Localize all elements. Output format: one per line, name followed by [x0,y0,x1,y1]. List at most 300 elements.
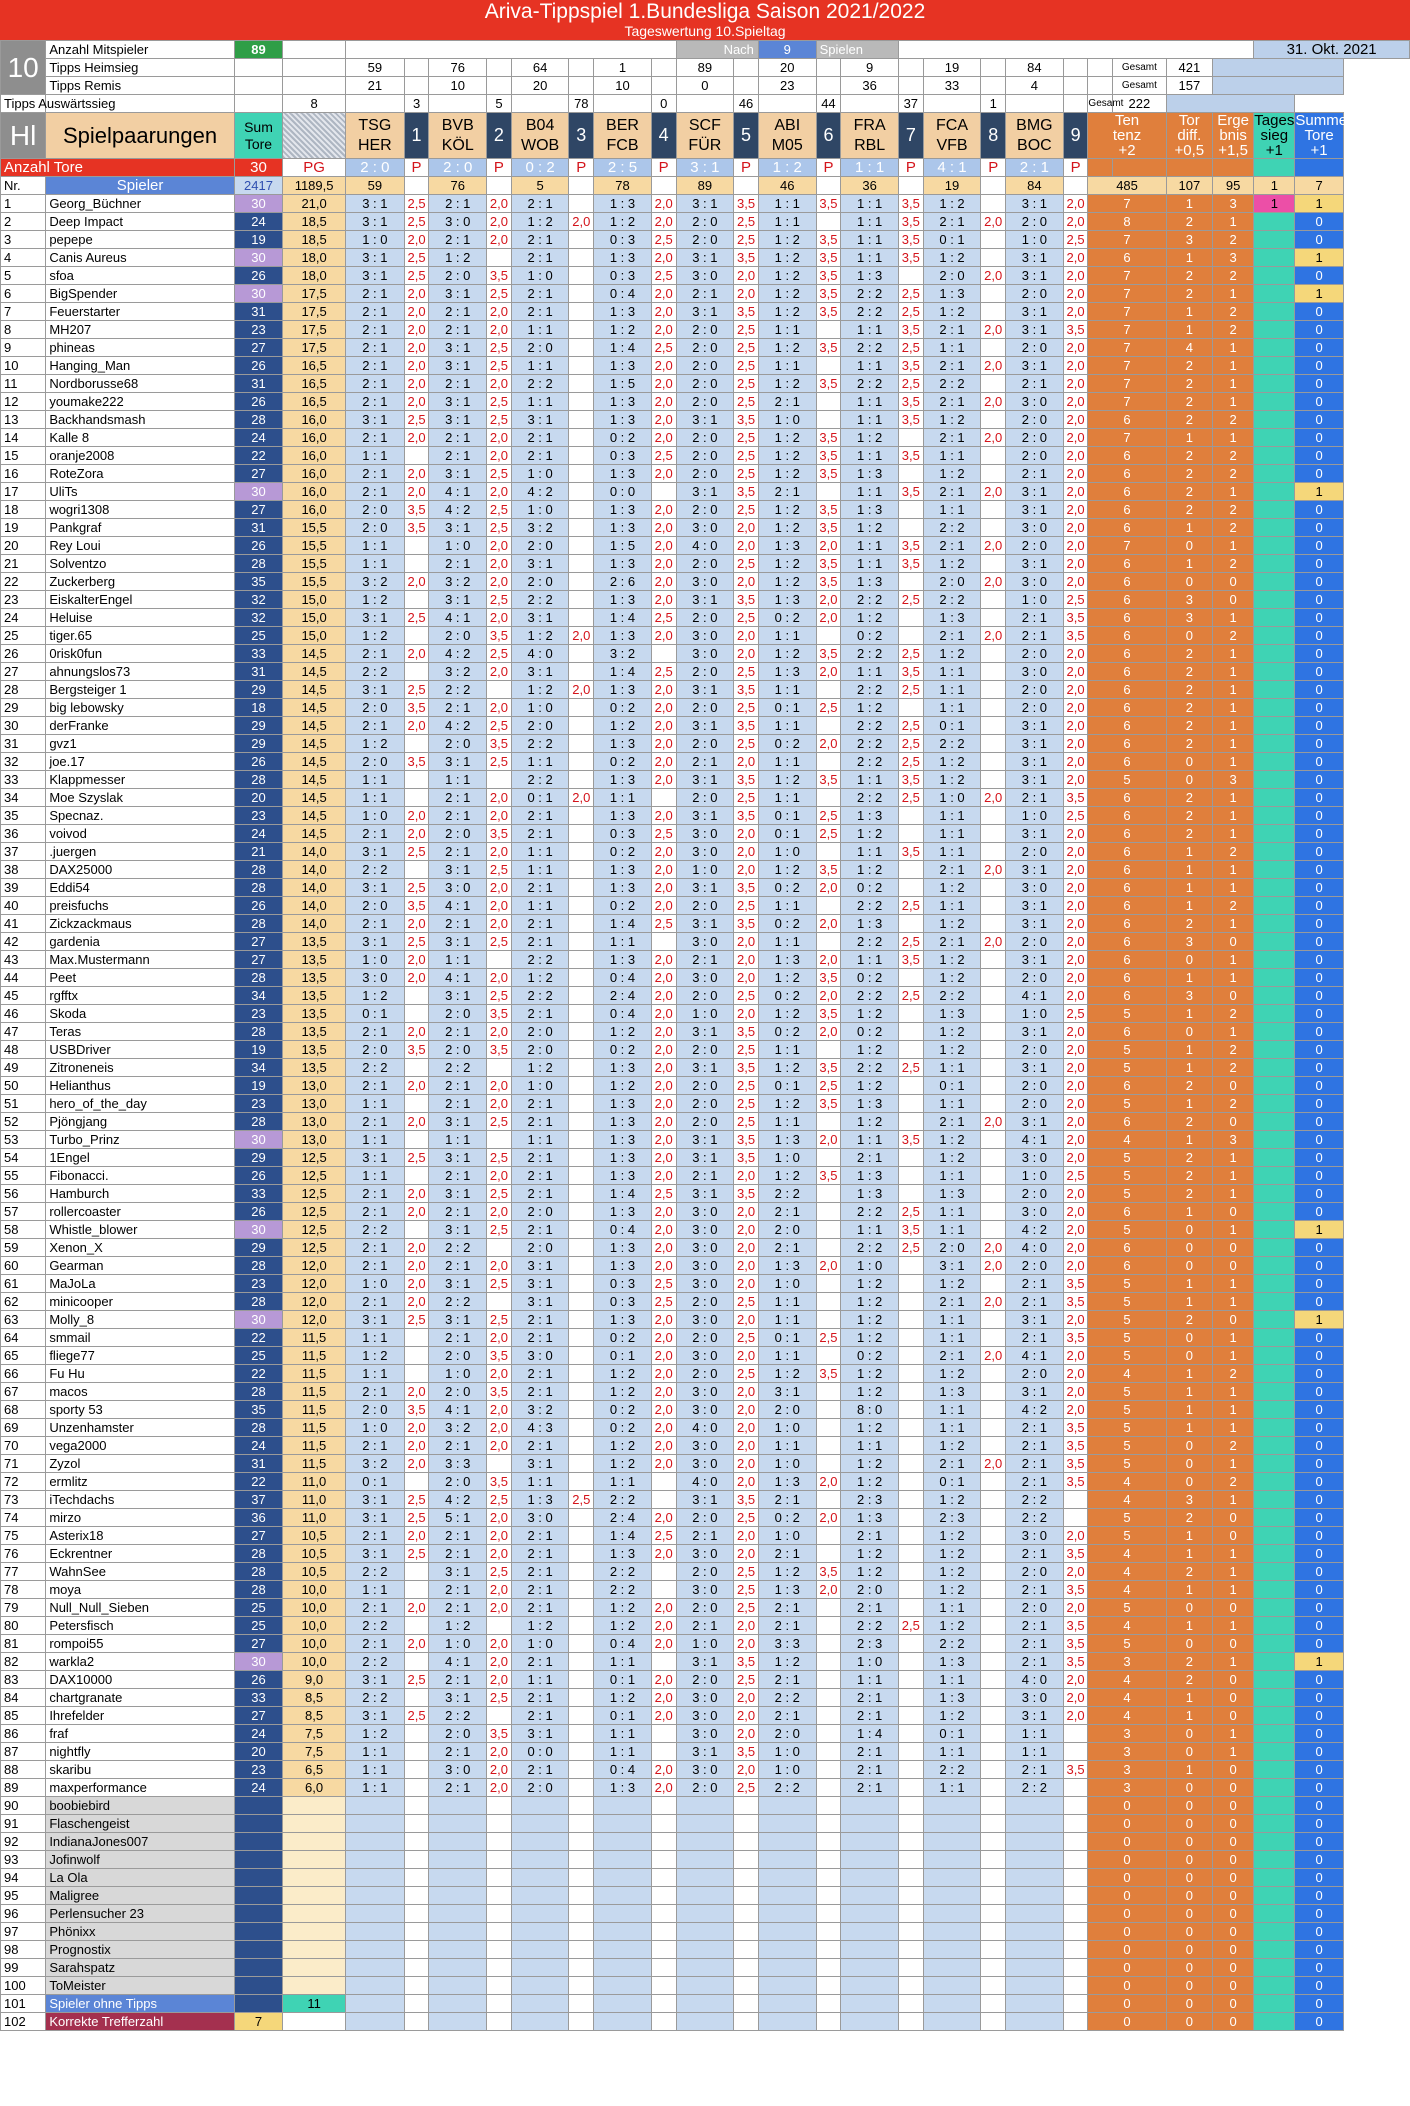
player-tip: 2 : 2 [841,717,899,735]
player-tendenz: 6 [1088,1023,1166,1041]
player-tip: 2 : 1 [511,1185,569,1203]
player-tip: 1 : 1 [346,1365,405,1383]
away-team: BOC [1017,136,1052,154]
player-name: Eckrentner [46,1545,234,1563]
player-tip-points: 3,5 [1063,321,1088,339]
player-tip: 2 : 1 [1006,1545,1064,1563]
player-tip-points [569,1059,594,1077]
player-tendenz: 6 [1088,627,1166,645]
player-tendenz: 4 [1088,1473,1166,1491]
player-name: gvz1 [46,735,234,753]
player-row [1,519,1410,537]
score-header-line: sieg [1260,127,1289,144]
player-summe-tore: 0 [1295,1113,1343,1131]
player-tip: 2 : 0 [346,699,405,717]
player-tip-points: 2,0 [734,1311,759,1329]
player-tip: 1 : 3 [923,1689,981,1707]
match-total: 59 [346,177,405,195]
player-tagessieg [1254,1635,1295,1653]
player-tip: 1 : 2 [841,1473,899,1491]
player-tip-points [404,1581,429,1599]
player-points [283,1851,346,1869]
player-tip: 1 : 3 [758,663,816,681]
player-tip-points: 2,5 [816,807,841,825]
player-tendenz: 0 [1088,1797,1166,1815]
player-tip-points [981,1203,1006,1221]
away-team: M05 [771,136,803,154]
player-tip: 1 : 1 [758,1293,816,1311]
player-tip-points: 3,5 [734,807,759,825]
player-sum-tore [234,1923,282,1941]
player-tip: 3 : 1 [1006,303,1064,321]
player-ergebnis: 1 [1213,375,1254,393]
player-row [1,1617,1410,1635]
player-tip-points [816,411,841,429]
player-tip-points [981,1131,1006,1149]
player-tip: 3 : 1 [429,987,487,1005]
player-tip [346,1905,405,1923]
player-tip-points [404,1095,429,1113]
player-tip: 2 : 0 [676,1599,734,1617]
player-tip: 1 : 2 [923,1527,981,1545]
spacer-cell [898,41,1253,59]
player-rank: 18 [1,501,46,519]
player-tip-points [1063,1851,1088,1869]
player-tip-points [816,1689,841,1707]
player-tip: 1 : 1 [346,1329,405,1347]
player-tip: 2 : 1 [758,1203,816,1221]
match-teams [676,113,734,159]
player-name: IndianaJones007 [46,1833,234,1851]
player-tip-points: 3,5 [487,1041,512,1059]
player-tip-points [816,393,841,411]
player-ergebnis: 2 [1213,627,1254,645]
player-name: BigSpender [46,285,234,303]
player-tip-points: 3,5 [898,321,923,339]
player-tordiff: 2 [1166,699,1212,717]
player-tip-points [981,1401,1006,1419]
player-tip [1006,1833,1064,1851]
player-tip-points [816,1113,841,1131]
player-row [1,195,1410,213]
player-tendenz: 5 [1088,1401,1166,1419]
player-summe-tore: 0 [1295,699,1343,717]
player-name: sporty 53 [46,1401,234,1419]
player-tip: 1 : 1 [346,1743,405,1761]
player-name: wogri1308 [46,501,234,519]
player-tendenz: 5 [1088,1527,1166,1545]
player-tip-points [898,915,923,933]
player-tip [594,1941,652,1959]
player-tip-points [1063,1869,1088,1887]
player-rank: 5 [1,267,46,285]
player-tip [1006,1869,1064,1887]
player-tip: 2 : 0 [676,1671,734,1689]
player-row [1,1563,1410,1581]
player-tip-points [898,1761,923,1779]
player-summe-tore: 0 [1295,1005,1343,1023]
player-tip-points: 2,0 [404,1239,429,1257]
player-tip-points [569,249,594,267]
player-ergebnis: 3 [1213,249,1254,267]
player-tip: 2 : 0 [429,1347,487,1365]
player-tip-points [898,1815,923,1833]
player-tip-points [981,1419,1006,1437]
score-header [1254,113,1295,159]
player-tagessieg [1254,1959,1295,1977]
spacer-cell [234,95,282,113]
player-tip [676,1941,734,1959]
player-tip: 3 : 1 [346,1707,405,1725]
player-tip-points: 2,0 [981,1347,1006,1365]
p-label: P [981,159,1006,177]
player-rank: 59 [1,1239,46,1257]
player-tip-points: 2,0 [1063,1203,1088,1221]
player-tip: 1 : 3 [594,771,652,789]
player-tip-points [651,1977,676,1995]
player-tip: 3 : 0 [429,1761,487,1779]
player-tip-points [569,375,594,393]
stats-value: 20 [511,77,569,95]
player-rank: 98 [1,1941,46,1959]
player-tip: 4 : 0 [511,645,569,663]
score-total: 107 [1166,177,1212,195]
player-ergebnis: 1 [1213,969,1254,987]
player-points: 13,0 [283,1095,346,1113]
player-tip-points [981,1581,1006,1599]
player-tip-points [569,591,594,609]
player-tip: 2 : 2 [841,933,899,951]
player-row [1,321,1410,339]
spacer-cell [651,177,676,195]
stats-label: Tipps Heimsieg [46,59,234,77]
player-tip: 2 : 0 [1006,969,1064,987]
player-tordiff: 3 [1166,987,1212,1005]
player-ergebnis: 0 [1213,1761,1254,1779]
player-tip-points [487,1923,512,1941]
player-tip: 2 : 1 [1006,789,1064,807]
player-name: Pjöngjang [46,1113,234,1131]
spacer-cell [1063,59,1088,77]
player-sum-tore: 29 [234,735,282,753]
player-tip-points: 2,5 [487,393,512,411]
player-tagessieg [1254,717,1295,735]
player-tip-points: 2,5 [734,231,759,249]
player-tip-points: 2,5 [898,933,923,951]
player-summe-tore: 0 [1295,1833,1343,1851]
player-tendenz: 5 [1088,1005,1166,1023]
player-tip: 3 : 2 [429,1419,487,1437]
player-tip: 3 : 1 [676,1491,734,1509]
player-tip-points: 3,5 [898,357,923,375]
player-tip: 2 : 0 [429,1383,487,1401]
player-tip-points: 2,0 [1063,915,1088,933]
player-tordiff: 0 [1166,2013,1212,2031]
spacer-cell [594,95,652,113]
player-points: 12,5 [283,1185,346,1203]
player-tip: 4 : 2 [429,501,487,519]
player-tip [923,1923,981,1941]
player-tip-points [816,1905,841,1923]
match-teams [594,113,652,159]
player-tendenz: 6 [1088,951,1166,969]
player-points: 12,5 [283,1167,346,1185]
player-tip: 2 : 1 [758,483,816,501]
player-tip-points [569,1977,594,1995]
player-summe-tore: 0 [1295,1401,1343,1419]
player-tip-points [981,753,1006,771]
player-tip-points [404,1689,429,1707]
player-tip: 1 : 2 [511,1617,569,1635]
player-tip-points: 3,5 [734,1149,759,1167]
player-tip-points [487,951,512,969]
player-summe-tore: 0 [1295,267,1343,285]
stats-value: 20 [758,59,816,77]
player-rank: 56 [1,1185,46,1203]
player-points: 7,5 [283,1743,346,1761]
spacer-cell [676,95,734,113]
score-total: 1 [1254,177,1295,195]
player-name: Molly_8 [46,1311,234,1329]
player-tordiff: 4 [1166,339,1212,357]
player-sum-tore: 27 [234,1527,282,1545]
player-tip: 2 : 1 [1006,627,1064,645]
player-tip: 2 : 2 [511,951,569,969]
player-tendenz: 5 [1088,1293,1166,1311]
player-tip-points: 2,5 [898,375,923,393]
player-row [1,1221,1410,1239]
player-ergebnis: 1 [1213,807,1254,825]
player-sum-tore: 23 [234,1095,282,1113]
player-tip: 1 : 1 [841,771,899,789]
footer-row-korrekte-treffer [1,2013,1410,2031]
player-tip-points: 2,0 [404,1599,429,1617]
player-tip: 0 : 2 [841,627,899,645]
player-summe-tore: 0 [1295,1275,1343,1293]
player-tip: 2 : 1 [676,753,734,771]
player-tip: 4 : 1 [429,483,487,501]
player-points: 13,5 [283,951,346,969]
footer-spacer [234,1995,282,2013]
player-tip-points [404,1329,429,1347]
player-points: 16,5 [283,393,346,411]
player-tip-points: 2,0 [816,663,841,681]
player-ergebnis: 1 [1213,1455,1254,1473]
player-name: warkla2 [46,1653,234,1671]
player-tip-points [981,987,1006,1005]
player-points: 11,0 [283,1509,346,1527]
stats-value: 21 [346,77,405,95]
player-tip-points: 3,5 [487,1383,512,1401]
player-tip: 2 : 0 [676,789,734,807]
player-tip-points: 2,0 [981,573,1006,591]
player-tip-points [404,789,429,807]
player-tordiff: 0 [1166,1347,1212,1365]
player-tip-points: 2,0 [487,303,512,321]
player-tip: 3 : 0 [676,1383,734,1401]
player-tip: 0 : 4 [594,1761,652,1779]
player-tip-points [569,1869,594,1887]
player-tip [429,1869,487,1887]
player-tip-points [816,1851,841,1869]
player-tip-points: 2,0 [1063,1689,1088,1707]
player-tip-points [816,717,841,735]
player-tip-points: 2,0 [651,1149,676,1167]
player-tip-points [404,1833,429,1851]
player-tip [1006,1977,1064,1995]
player-tip-points [981,843,1006,861]
player-tip: 1 : 2 [758,519,816,537]
player-tordiff: 3 [1166,231,1212,249]
player-tip-points [816,1977,841,1995]
player-tip: 1 : 2 [841,1311,899,1329]
player-tip: 3 : 1 [676,771,734,789]
player-tip [841,1851,899,1869]
player-tordiff: 2 [1166,501,1212,519]
player-rank: 83 [1,1671,46,1689]
player-tip: 3 : 0 [676,1707,734,1725]
player-name: Xenon_X [46,1239,234,1257]
player-tip-points [569,1221,594,1239]
player-tip-points [569,1815,594,1833]
player-rank: 33 [1,771,46,789]
player-tip: 2 : 1 [923,321,981,339]
player-tip-points: 2,5 [1063,1167,1088,1185]
player-tip-points: 2,5 [898,1617,923,1635]
player-tip-points [404,627,429,645]
player-rank: 3 [1,231,46,249]
player-tip-points [816,1041,841,1059]
gesamt-label: Gesamt [1113,77,1167,95]
player-tip: 1 : 2 [923,555,981,573]
player-summe-tore: 0 [1295,1059,1343,1077]
player-tip: 2 : 0 [923,267,981,285]
player-tip: 1 : 1 [841,213,899,231]
player-tip-points: 2,0 [1063,519,1088,537]
player-tip: 2 : 3 [923,1509,981,1527]
player-tip-points: 2,5 [734,1293,759,1311]
player-tip: 2 : 1 [429,699,487,717]
player-tip: 1 : 3 [594,681,652,699]
player-tendenz: 3 [1088,1779,1166,1797]
player-tip: 3 : 1 [1006,267,1064,285]
player-tip-points: 3,5 [816,969,841,987]
player-tip-points: 2,5 [734,465,759,483]
player-tip-points [651,1797,676,1815]
player-tip: 2 : 0 [676,1329,734,1347]
player-tip: 1 : 3 [841,1095,899,1113]
player-tip: 3 : 1 [511,1455,569,1473]
player-tip-points: 3,5 [898,447,923,465]
player-tip: 2 : 1 [923,1347,981,1365]
player-tip-points: 2,5 [734,1329,759,1347]
player-tip: 2 : 1 [429,1203,487,1221]
player-tordiff: 2 [1166,411,1212,429]
player-tip: 2 : 1 [511,1761,569,1779]
player-tip-points: 2,0 [487,1023,512,1041]
player-tip: 1 : 0 [676,1635,734,1653]
player-tip-points: 3,5 [898,411,923,429]
player-tip: 0 : 3 [594,825,652,843]
player-tip [841,2013,899,2031]
player-tip: 3 : 0 [676,1203,734,1221]
player-points: 10,0 [283,1635,346,1653]
player-tip-points [569,555,594,573]
player-tip-points: 2,0 [487,1077,512,1095]
player-tip: 3 : 0 [676,969,734,987]
player-tip-points [734,1797,759,1815]
player-sum-tore: 23 [234,807,282,825]
player-tip-points [981,1671,1006,1689]
player-tip: 2 : 0 [676,1077,734,1095]
player-tip: 1 : 0 [1006,1005,1064,1023]
player-tip-points: 3,5 [1063,1761,1088,1779]
player-tip [346,1995,405,2013]
player-tip: 3 : 3 [758,1635,816,1653]
player-tip-points [898,573,923,591]
player-tip-points [404,1725,429,1743]
player-tip: 2 : 2 [923,735,981,753]
player-tip: 1 : 3 [841,1509,899,1527]
player-tip: 3 : 1 [676,1023,734,1041]
footer-nr: 102 [1,2013,46,2031]
player-tordiff: 1 [1166,1419,1212,1437]
player-tip-points: 2,0 [487,1779,512,1797]
player-tip: 2 : 2 [511,987,569,1005]
player-tip: 3 : 0 [676,645,734,663]
player-tip: 1 : 1 [841,321,899,339]
player-ergebnis: 1 [1213,1293,1254,1311]
player-tip-points [1063,1995,1088,2013]
player-tip: 2 : 1 [429,789,487,807]
player-row [1,429,1410,447]
player-tip: 0 : 1 [758,1077,816,1095]
player-tip-points: 2,0 [487,231,512,249]
player-tip-points: 2,0 [651,1131,676,1149]
player-ergebnis: 0 [1213,933,1254,951]
player-summe-tore: 0 [1295,1563,1343,1581]
player-tip: 3 : 1 [1006,555,1064,573]
player-summe-tore: 0 [1295,1473,1343,1491]
player-tip: 1 : 1 [841,393,899,411]
player-tip-points [898,2013,923,2031]
player-tip-points [487,1887,512,1905]
player-tordiff: 1 [1166,861,1212,879]
player-points: 16,0 [283,501,346,519]
player-tip: 3 : 1 [346,1545,405,1563]
player-tip: 2 : 0 [1006,1077,1064,1095]
player-tip: 2 : 1 [511,1221,569,1239]
player-tip: 1 : 1 [923,1743,981,1761]
player-points: 10,5 [283,1563,346,1581]
player-tip: 1 : 0 [841,1653,899,1671]
player-tagessieg [1254,447,1295,465]
player-tip-points: 2,0 [734,1725,759,1743]
player-tip: 2 : 2 [346,1563,405,1581]
player-tip: 2 : 2 [841,591,899,609]
player-tip: 4 : 1 [1006,1347,1064,1365]
player-tip-points [734,1941,759,1959]
player-tip: 2 : 0 [676,321,734,339]
spacer-cell [981,59,1006,77]
player-row [1,681,1410,699]
player-tagessieg [1254,1185,1295,1203]
player-tip: 4 : 1 [429,1653,487,1671]
player-tip-points: 2,0 [1063,1113,1088,1131]
player-tip-points: 2,0 [1063,699,1088,717]
player-tip: 1 : 3 [594,1113,652,1131]
player-tip-points: 2,0 [1063,465,1088,483]
